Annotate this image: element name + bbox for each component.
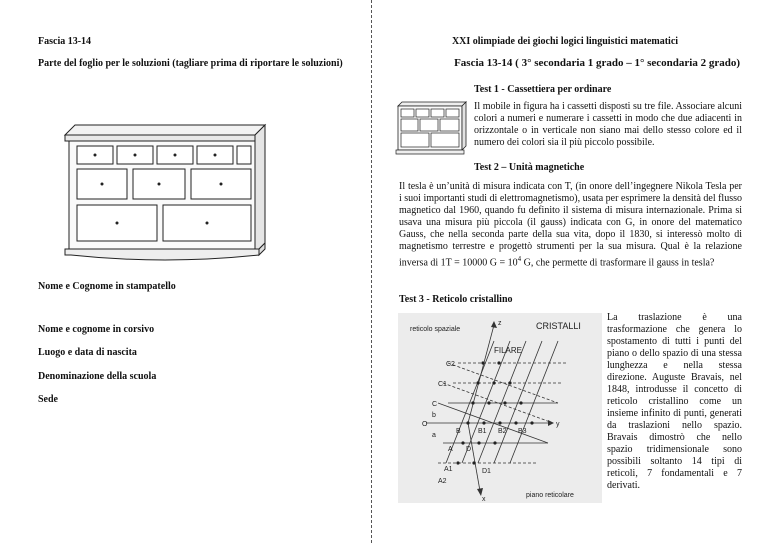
field-sede: Sede — [38, 394, 58, 405]
test3-text: La traslazione è una trasformazione che genera lo spostamento di tutti i punti del piano o dello spazio di una stessa lunghezza e nella stessa direzione. Auguste Bravais, nel 1848, introdusse il concetto di reticolo cristallino come un insieme infinito di punti, generati da traslazioni nello spazio. Bravais dimostrò che nello spazio tridimensionale sono possibili soltanto 14 tipi di reticoli, 7 fondamentali e 7 derivati. — [607, 312, 742, 491]
left-parte-foglio: Parte del foglio per le soluzioni (tagliare prima di riportare le soluzioni) — [38, 58, 343, 69]
label-b1: B1 — [478, 428, 487, 435]
label-a: A — [448, 446, 453, 453]
label-c2: C2 — [446, 361, 455, 368]
label-a1: A1 — [444, 466, 453, 473]
cut-line — [371, 0, 372, 543]
test2-title: Test 2 – Unità magnetiche — [474, 162, 585, 173]
crystal-lattice-figure — [398, 313, 602, 503]
test2-exponent: 4 — [517, 255, 522, 263]
label-c1: C1 — [438, 381, 447, 388]
label-axis-x: x — [482, 496, 486, 503]
field-luogo-data: Luogo e data di nascita — [38, 347, 137, 358]
label-reticolo-spaziale: reticolo spaziale — [410, 326, 461, 333]
label-axis-z: z — [498, 320, 502, 327]
label-cristalli: CRISTALLI — [536, 321, 581, 331]
left-fascia: Fascia 13-14 — [38, 36, 92, 47]
label-a-lower: a — [432, 432, 436, 439]
label-b3: B3 — [518, 428, 527, 435]
test3-title: Test 3 - Reticolo cristallino — [399, 294, 513, 305]
label-b2: B2 — [498, 428, 507, 435]
label-filare: FILARE — [494, 346, 523, 355]
test2-text-main: Il tesla è un’unità di misura indicata con T, (in onore dell’ingegnere Nikola Tesla per i suoi importanti studi di elettromagnetismo), usata per esprimere la densità del flusso magnetico dal 1960, quando fu definito il sistema di misura internazionale. Prima si usava una misura più piccola (il gauss) indicata con G, in onore del matematico Gauss, che nella seconda parte della sua vita, dopo il 1830, si interessò molto di magnetismo terrestre e progettò strumenti per la sua misura. Qual è la relazione inversa di 1T = 10000 G = 10 — [399, 181, 742, 269]
test2-text-end: G, che permette di trasformare il gauss in tesla? — [521, 257, 715, 269]
label-b-lower: b — [432, 412, 436, 419]
label-b: B — [456, 428, 461, 435]
label-piano-reticolare: piano reticolare — [526, 492, 574, 499]
test1-text: Il mobile in figura ha i cassetti disposti su tre file. Associare alcuni colori a numeri e numerare i cassetti in modo che due adiacenti in orizzontale o in verticale non siano mai dello stesso colore ed il numero dei colori sia il più piccolo possibile. — [474, 101, 742, 148]
field-scuola: Denominazione della scuola — [38, 371, 157, 382]
small-dresser-illustration — [394, 98, 470, 158]
label-a2: A2 — [438, 478, 447, 485]
test2-text — [399, 181, 742, 269]
field-nome-stampatello: Nome e Cognome in stampatello — [38, 281, 176, 292]
fascia-title: Fascia 13-14 ( 3° secondaria 1 grado – 1° secondaria 2 grado) — [454, 57, 740, 69]
label-d1: D1 — [482, 468, 491, 475]
test1-title: Test 1 - Cassettiera per ordinare — [474, 84, 612, 95]
olimpiade-title: XXI olimpiade dei giochi logici linguistici matematici — [451, 36, 679, 47]
field-nome-corsivo: Nome e cognome in corsivo — [38, 324, 155, 335]
label-d: D — [466, 446, 472, 453]
label-origin: O — [422, 421, 428, 428]
label-c: C — [432, 401, 438, 408]
dresser-illustration — [55, 115, 275, 275]
label-axis-y: y — [556, 421, 560, 428]
